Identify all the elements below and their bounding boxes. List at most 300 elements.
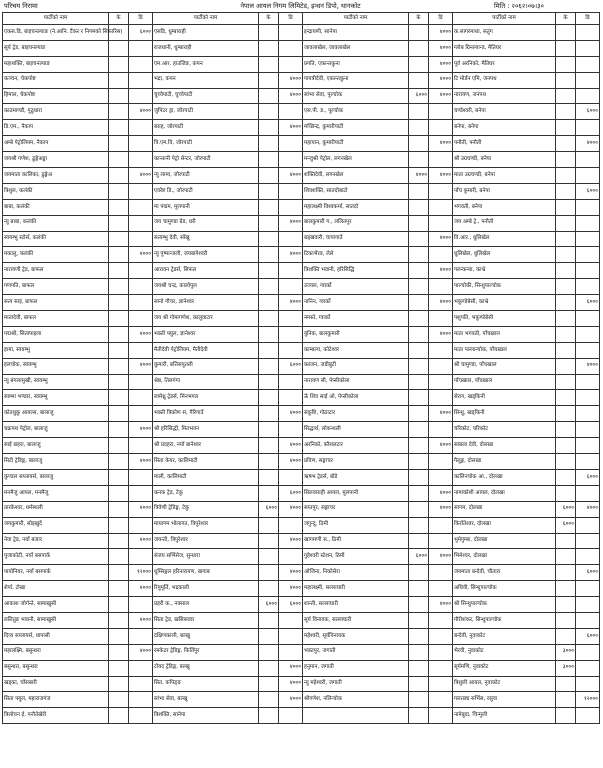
table-row — [3, 326, 600, 342]
party-code — [259, 549, 279, 565]
party-depot-qty — [129, 660, 153, 676]
party-code — [556, 279, 576, 295]
party-code — [109, 660, 129, 676]
party-name: अधिवी, सिन्धुपाल्चोक — [453, 581, 556, 597]
party-code — [556, 612, 576, 628]
party-code — [259, 676, 279, 692]
party-depot-qty — [279, 152, 303, 168]
party-depot-qty — [429, 565, 453, 581]
party-code — [109, 708, 129, 724]
party-code: ६००० — [556, 501, 576, 517]
party-code — [109, 469, 129, 485]
table-row — [3, 549, 600, 565]
party-code — [109, 311, 129, 327]
party-depot-qty: ६००० — [576, 469, 600, 485]
party-name: जुपिटर ड्रा, जोरपाटी — [153, 104, 259, 120]
party-depot-qty — [576, 438, 600, 454]
party-name: महेश्वरी, सूर्यविनायक — [303, 628, 409, 644]
party-depot-qty — [429, 454, 453, 470]
table-body — [3, 25, 600, 724]
party-name: शिवशक्ति, सातदोबाटो — [303, 183, 409, 199]
party-name: भद्रा, कपन — [153, 72, 259, 88]
party-name: माता पल्लान्चोक, पाँचखाल — [453, 342, 556, 358]
party-depot-qty: ४००० — [279, 501, 303, 517]
party-name: ललितुङ भवानी, सामाखुसी — [3, 612, 109, 628]
party-name: सूर्यमणि, नुवाकोट — [453, 660, 556, 676]
party-code — [556, 628, 576, 644]
party-code — [259, 168, 279, 184]
party-name: सानो गौचर, ज्ञानेश्वर — [153, 295, 259, 311]
party-depot-qty: ४००० — [279, 88, 303, 104]
party-code — [259, 581, 279, 597]
party-name: नेवा ट्रेड, नयाँ बजार — [3, 533, 109, 549]
party-code — [409, 374, 429, 390]
party-name: गलन्कन्या, काभ्रे — [453, 263, 556, 279]
party-name: जयन्ती, त्रिपुरेश्वर — [153, 533, 259, 549]
party-name: नारायणी ट्रेड, बाफल — [3, 263, 109, 279]
party-code — [259, 454, 279, 470]
party-depot-qty — [429, 708, 453, 724]
party-name: टि मोर्डन एमि, जनपथ — [453, 72, 556, 88]
party-depot-qty: ४००० — [429, 326, 453, 342]
party-name: मायागम भोलागत, त्रिपुरेश्वर — [153, 517, 259, 533]
party-depot-qty — [279, 469, 303, 485]
table-row — [3, 406, 600, 422]
party-depot-qty: ४००० — [429, 40, 453, 56]
party-code — [259, 342, 279, 358]
table-row — [3, 199, 600, 215]
party-name: कञ्चन, चेकपोष्ट — [3, 72, 109, 88]
party-depot-qty — [129, 406, 153, 422]
party-code — [259, 390, 279, 406]
party-depot-qty — [429, 612, 453, 628]
party-code — [109, 199, 129, 215]
party-name: काठमाण्डौ, गुठुधारा — [3, 104, 109, 120]
party-code — [109, 612, 129, 628]
party-code — [409, 565, 429, 581]
party-name: कुमारी, बत्तिसपुतली — [153, 358, 259, 374]
party-code — [259, 628, 279, 644]
party-code — [259, 517, 279, 533]
party-depot-qty — [129, 136, 153, 152]
party-name: सित. कपिङ्ङ — [153, 676, 259, 692]
party-code — [556, 40, 576, 56]
party-name: एम.आर. हाउजिङ, कपन — [153, 56, 259, 72]
party-code — [109, 533, 129, 549]
party-code — [409, 152, 429, 168]
party-name: टिकाभैरव, लेले — [303, 247, 409, 263]
table-row — [3, 25, 600, 41]
party-depot-qty — [129, 40, 153, 56]
party-code — [259, 152, 279, 168]
party-code — [556, 565, 576, 581]
party-code — [409, 231, 429, 247]
table-row — [3, 438, 600, 454]
party-depot-qty — [129, 517, 153, 533]
party-code — [556, 390, 576, 406]
party-depot-qty: ४००० — [279, 247, 303, 263]
party-code — [556, 152, 576, 168]
party-code — [409, 247, 429, 263]
party-code — [259, 183, 279, 199]
party-name: न्यु लामा, जोरपाटी — [153, 168, 259, 184]
party-depot-qty: ६००० — [576, 628, 600, 644]
party-depot-qty — [576, 406, 600, 422]
party-depot-qty — [429, 311, 453, 327]
party-name: चरिकोट, चरिकोट — [453, 422, 556, 438]
table-row — [3, 40, 600, 56]
party-name: त्रिलोचन ई, पनौतेखेरी — [3, 708, 109, 724]
party-code — [109, 72, 129, 88]
party-name: प्रहरी क., नक्साल — [153, 597, 259, 613]
party-code — [409, 56, 429, 72]
party-name: टोयद ट्रेडिङ्ग, बल्खु — [153, 660, 259, 676]
party-code — [259, 692, 279, 708]
party-code — [409, 136, 429, 152]
party-depot-qty — [576, 40, 600, 56]
party-depot-qty — [279, 199, 303, 215]
party-code — [556, 295, 576, 311]
party-depot-qty: ६००० — [279, 597, 303, 613]
party-name: जय चामुण्डा ग्रेड, धरी — [153, 215, 259, 231]
party-code — [259, 295, 279, 311]
party-name: महाशक्ति, बाइचनल्याङ — [3, 56, 109, 72]
party-depot-qty — [129, 438, 153, 454]
party-depot-qty — [576, 454, 600, 470]
party-depot-qty: १२००० — [576, 692, 600, 708]
party-name: मैतीदेवी पेट्रोलियम, मैतीदेवी — [153, 342, 259, 358]
party-code: ६००० — [409, 549, 429, 565]
party-name — [303, 708, 409, 724]
party-depot-qty — [129, 152, 153, 168]
party-depot-qty: ६००० — [576, 104, 600, 120]
party-depot-qty: ४००० — [129, 501, 153, 517]
party-name: खागमणी स., ठिमी — [303, 533, 409, 549]
table-row — [3, 660, 600, 676]
party-depot-qty — [279, 56, 303, 72]
party-name: मन्जुश्री पेट्रोल, लगनखेल — [303, 152, 409, 168]
party-name: मकालु, कलंकी — [3, 247, 109, 263]
party-code — [259, 311, 279, 327]
party-code — [109, 120, 129, 136]
party-depot-qty: ४००० — [129, 644, 153, 660]
party-name: नामेबुदा, चिन्मुली — [453, 708, 556, 724]
party-name: ओजिना, निकोसेरा — [303, 565, 409, 581]
party-depot-qty — [279, 628, 303, 644]
table-row — [3, 358, 600, 374]
party-depot-qty — [279, 104, 303, 120]
party-depot-qty — [129, 56, 153, 72]
table-row — [3, 88, 600, 104]
party-name: पनौती, पनौती — [453, 136, 556, 152]
party-code — [556, 676, 576, 692]
party-code — [259, 25, 279, 41]
party-code — [109, 406, 129, 422]
party-name: एकस.डि, बाइचनल्याङ (ने.आनि. टैंकर र निगमको सिफारिस) — [3, 25, 109, 41]
party-depot-qty: ४००० — [279, 72, 303, 88]
party-name: स्वयम्भु स्टोर्स, कलंकी — [3, 231, 109, 247]
party-depot-qty — [129, 374, 153, 390]
party-code — [109, 231, 129, 247]
party-name: किराँतेश्वर, दोलखा — [453, 517, 556, 533]
party-code — [259, 358, 279, 374]
party-depot-qty — [429, 692, 453, 708]
party-name: माता भगवती, पाँचखाल — [453, 326, 556, 342]
party-code — [259, 438, 279, 454]
party-depot-qty — [429, 104, 453, 120]
party-code — [109, 247, 129, 263]
party-name: जयश्री चन्द्र, कालोपुल — [153, 279, 259, 295]
party-depot-qty: ६००० — [576, 565, 600, 581]
party-code — [409, 120, 429, 136]
column-header-name: पार्टीको नाम — [153, 13, 259, 25]
party-code — [409, 597, 429, 613]
party-code — [259, 565, 279, 581]
party-name: सिता केयर, कालिमाटी — [153, 454, 259, 470]
party-code — [556, 247, 576, 263]
party-name: मच्छिन्द्र, कुमारीपाटी — [303, 120, 409, 136]
table-row — [3, 676, 600, 692]
party-code — [109, 152, 129, 168]
party-code — [259, 374, 279, 390]
party-name: मनमैजु आयल, मनमैजु — [3, 485, 109, 501]
party-code — [556, 183, 576, 199]
party-code — [556, 708, 576, 724]
party-depot-qty — [129, 692, 153, 708]
party-depot-qty — [576, 199, 600, 215]
party-depot-qty — [129, 215, 153, 231]
party-code — [556, 438, 576, 454]
party-code — [556, 56, 576, 72]
table-row — [3, 628, 600, 644]
table-row — [3, 390, 600, 406]
party-name: कान्तानी पेट्रो सेन्टर, जोरपाटी — [153, 152, 259, 168]
party-code — [259, 644, 279, 660]
party-name: सिता फ्युल, महाराजगंज — [3, 692, 109, 708]
table-row — [3, 692, 600, 708]
party-name: डि.एम., नैकाप — [3, 120, 109, 136]
party-name: चक्रपथ पेट्रोल, बालाजु — [3, 422, 109, 438]
party-code — [259, 469, 279, 485]
party-name: त्रिशुल, कलंकी — [3, 183, 109, 199]
party-name: ग्लोब ग्रिनल्यान्ड, मैतिघर — [453, 40, 556, 56]
table-row — [3, 565, 600, 581]
party-code — [259, 120, 279, 136]
table-row — [3, 152, 600, 168]
party-depot-qty — [429, 279, 453, 295]
party-name: लामेथ्रु ट्रेडर्स, मिनभगल — [153, 390, 259, 406]
party-depot-qty — [429, 469, 453, 485]
party-depot-qty — [576, 374, 600, 390]
party-depot-qty — [576, 390, 600, 406]
party-depot-qty — [129, 120, 153, 136]
party-name: कब्जन, जडीबुटी — [303, 358, 409, 374]
party-name: धुलिखेल, धुलिखेल — [453, 247, 556, 263]
party-code — [409, 469, 429, 485]
party-depot-qty — [129, 295, 153, 311]
party-code — [556, 231, 576, 247]
party-code — [109, 358, 129, 374]
table-row — [3, 501, 600, 517]
party-depot-qty — [576, 708, 600, 724]
party-name: भगवती, बनेपा — [453, 199, 556, 215]
party-depot-qty — [129, 263, 153, 279]
party-code — [409, 454, 429, 470]
party-name: भैरवी, नुवाकोट — [453, 644, 556, 660]
party-depot-qty: १२००० — [129, 565, 153, 581]
party-depot-qty — [429, 183, 453, 199]
party-name: त्रिशक्ति, सानेपा — [153, 708, 259, 724]
party-code — [259, 660, 279, 676]
party-name: जयकुमारी, सोइखुदें — [3, 517, 109, 533]
party-depot-qty — [429, 358, 453, 374]
party-name: पद्मश्री, सितापाइला — [3, 326, 109, 342]
party-depot-qty: ४००० — [429, 295, 453, 311]
party-code — [109, 549, 129, 565]
party-name: श्री सिन्धुपाल्चोक — [453, 597, 556, 613]
party-name: पुजाकोटी, नयाँ बसपार्क — [3, 549, 109, 565]
party-name: कालिनचोक आ., दोलखा — [453, 469, 556, 485]
party-name: राजधानी, धुम्बाराही — [153, 40, 259, 56]
party-depot-qty — [279, 342, 303, 358]
party-name: रिपुमूर्ति, भद्रकाली — [153, 581, 259, 597]
party-code — [259, 88, 279, 104]
party-name: काम्बल्य, कोटेश्वर — [303, 342, 409, 358]
party-depot-qty — [129, 231, 153, 247]
party-name: हिमाल, चेकपोष्ट — [3, 88, 109, 104]
party-code — [556, 263, 576, 279]
party-name: सागम, दोलखा — [453, 501, 556, 517]
party-depot-qty: ४००० — [429, 136, 453, 152]
party-name: नमस्ते, ग्वार्को — [303, 311, 409, 327]
party-name: महालक्ष्मी विश्वकर्मा, सातदो — [303, 199, 409, 215]
party-name: महालक्ष्मी, सल्लाघारी — [303, 581, 409, 597]
party-name: माली, कालिमाटी — [153, 469, 259, 485]
party-depot-qty — [279, 644, 303, 660]
party-name: संकुष्टि, गोठाटार — [303, 406, 409, 422]
party-depot-qty — [129, 708, 153, 724]
party-depot-qty — [576, 120, 600, 136]
party-depot-qty — [129, 342, 153, 358]
party-depot-qty: ४००० — [429, 231, 453, 247]
party-name: सप्तपुर, सङ्गाचर — [303, 501, 409, 517]
party-name: बसुन्धरा, बसुन्धरा — [3, 660, 109, 676]
party-name: त्रि.एम.वि, जोरपाटी — [153, 136, 259, 152]
party-depot-qty — [129, 676, 153, 692]
party-depot-qty: ४००० — [279, 533, 303, 549]
party-name: न्यु बंगलामुखी, स्वयम्भु — [3, 374, 109, 390]
party-name: बालकुमारी ग., ललितपुर — [303, 215, 409, 231]
party-depot-qty: ४००० — [129, 422, 153, 438]
party-code — [556, 120, 576, 136]
party-code: ६००० — [409, 88, 429, 104]
party-code — [259, 279, 279, 295]
party-name: श्री हरिसिद्धी, मितभवन — [153, 422, 259, 438]
party-depot-qty: ४००० — [429, 485, 453, 501]
party-depot-qty: ४००० — [429, 263, 453, 279]
table-row — [3, 644, 600, 660]
party-code: ३००० — [556, 644, 576, 660]
party-depot-qty — [576, 660, 600, 676]
table-row — [3, 295, 600, 311]
party-depot-qty: ४००० — [279, 215, 303, 231]
party-name: खड्का, चाँसबारी — [3, 676, 109, 692]
party-depot-qty — [129, 628, 153, 644]
party-code — [259, 326, 279, 342]
party-code — [556, 597, 576, 613]
party-name: पाँच कुमारी, बनेपा — [453, 183, 556, 199]
party-code — [409, 72, 429, 88]
table-row — [3, 215, 600, 231]
party-code — [409, 422, 429, 438]
party-name: भकुण्डेबेसी, काभ्रे — [453, 295, 556, 311]
party-name: गौरीशंकर, सिन्धुपाल्चोक — [453, 612, 556, 628]
table-row — [3, 120, 600, 136]
party-code — [259, 72, 279, 88]
party-depot-qty — [429, 215, 453, 231]
party-name: शक्तिदेवी, लगनखेल — [303, 168, 409, 184]
table-row — [3, 168, 600, 184]
party-name: कोतधुकु आयल्स, बालाजु — [3, 406, 109, 422]
party-code — [109, 438, 129, 454]
party-name: त्रिवेणी ट्रेडिङ्ग, टेकु — [153, 501, 259, 517]
party-name: क.सागरमाथा, सतुंग — [453, 25, 556, 41]
party-name: न्यु पुष्पान्जली, जयबागेश्वरी — [153, 247, 259, 263]
party-depot-qty — [576, 342, 600, 358]
party-depot-qty — [576, 247, 600, 263]
party-code — [259, 533, 279, 549]
party-depot-qty: ६००० — [576, 295, 600, 311]
party-code — [109, 56, 129, 72]
table-row — [3, 247, 600, 263]
party-code — [109, 40, 129, 56]
party-name: नारायण सी, पेप्सीकोला — [303, 374, 409, 390]
party-code — [409, 581, 429, 597]
party-code — [259, 708, 279, 724]
party-code: ६००० — [259, 501, 279, 517]
party-depot-qty — [576, 549, 600, 565]
party-depot-qty — [129, 72, 153, 88]
party-name: नामाकोशी आयल, दोलखा — [453, 485, 556, 501]
page-header — [2, 1, 599, 12]
party-name: जयमाता बन्देवी, चौतारा — [453, 565, 556, 581]
table-row — [3, 136, 600, 152]
party-name: भक्ती फ्युल, ज्ञानेश्वर — [153, 326, 259, 342]
party-code — [109, 644, 129, 660]
party-depot-qty: ४००० — [429, 549, 453, 565]
party-code — [409, 644, 429, 660]
party-depot-qty — [279, 231, 303, 247]
party-name: सिन्धु, खड्किनी — [453, 406, 556, 422]
party-name: वि.आर., धुलिखेल — [453, 231, 556, 247]
table-row — [3, 374, 600, 390]
party-code — [109, 422, 129, 438]
party-depot-qty — [576, 581, 600, 597]
party-code — [409, 279, 429, 295]
party-depot-qty — [576, 517, 600, 533]
party-depot-qty — [576, 279, 600, 295]
party-code — [556, 374, 576, 390]
party-name: भुमेगुम्बा, दोलखा — [453, 533, 556, 549]
party-depot-qty — [576, 311, 600, 327]
party-depot-qty: ४००० — [129, 358, 153, 374]
party-name: सिटी ट्रेडिङ्ग, बालाजु — [3, 454, 109, 470]
party-code — [259, 40, 279, 56]
party-code — [409, 295, 429, 311]
party-code: ४००० — [409, 168, 429, 184]
party-code — [109, 676, 129, 692]
party-name: शेर्पा, टोखा — [3, 581, 109, 597]
